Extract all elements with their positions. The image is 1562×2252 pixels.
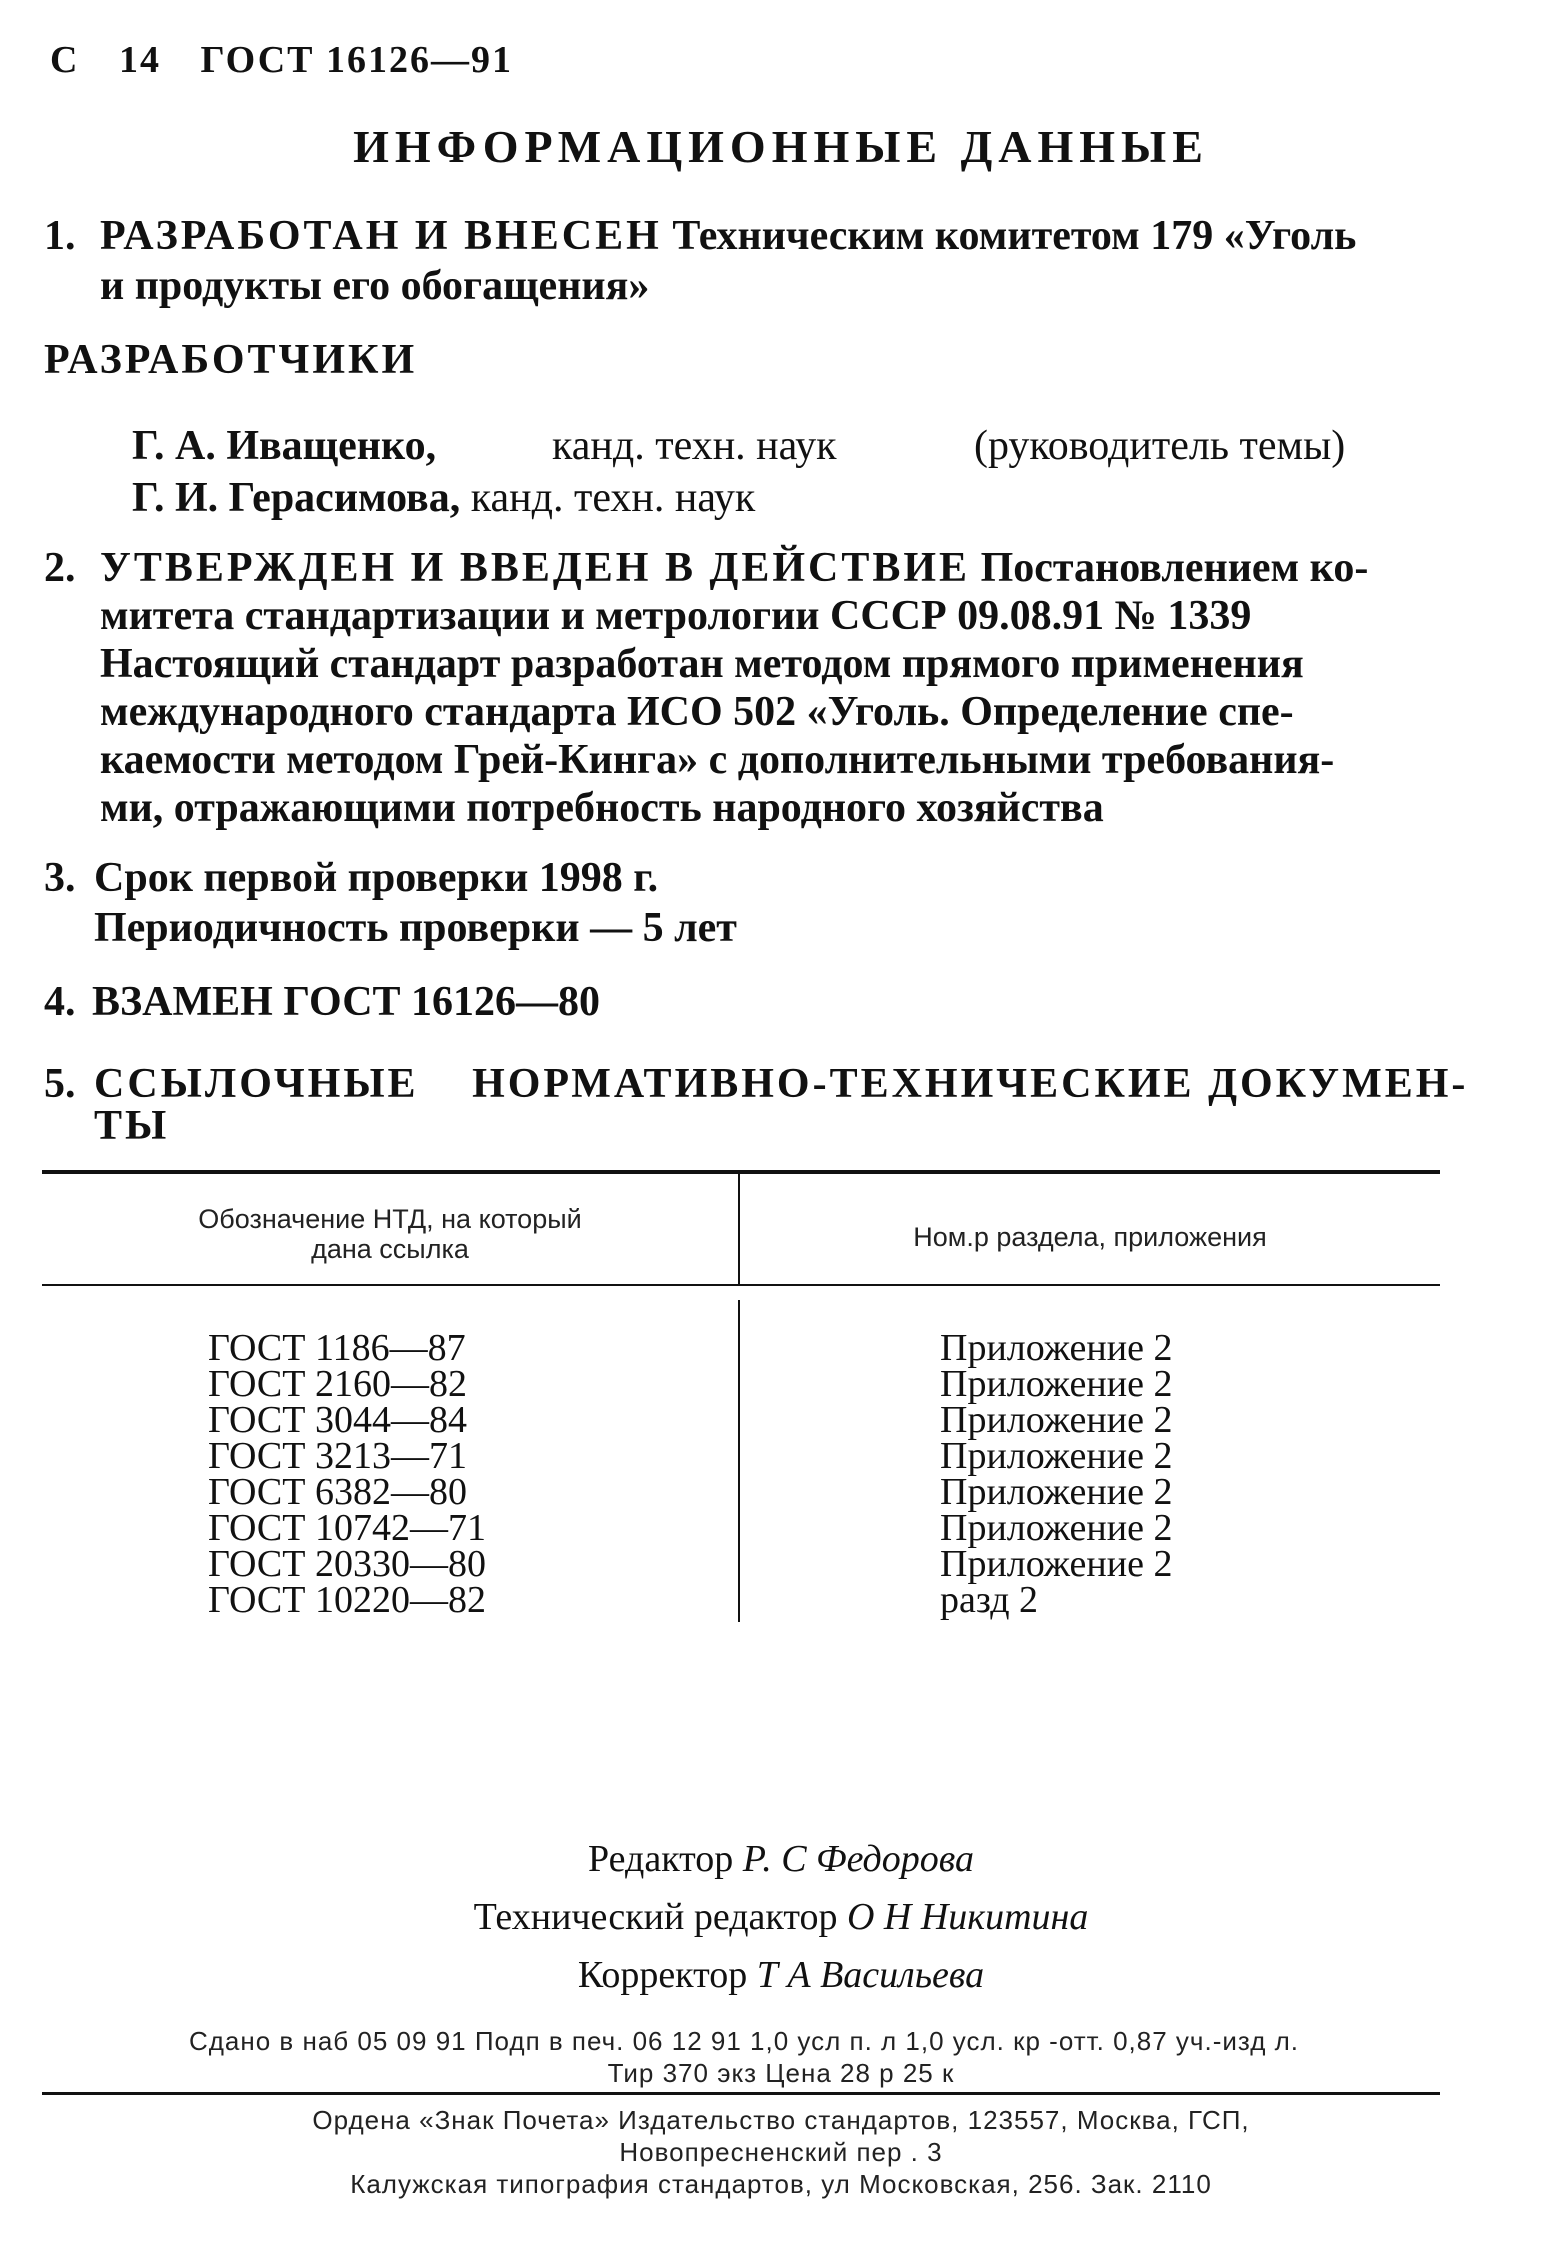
credit-label: Технический редактор [473,1896,838,1938]
section-2-text-2: митета стандартизации и метрологии СССР 09.08.91 № 1339 [100,593,1252,639]
page-title: ИНФОРМАЦИОННЫЕ ДАННЫЕ [353,121,1209,172]
section-2-text-6: ми, отражающими потребность народного хозяйства [100,785,1104,831]
section-1-text-2: и продукты его обогащения» [100,263,650,309]
table-top-rule [42,1170,1440,1174]
developer-row [132,420,1432,472]
publisher-line-2: Новопресненский пер . 3 [619,2137,943,2167]
page-number: 14 [118,39,161,81]
table-cell-doc: ГОСТ 6382—80 [208,1471,467,1513]
section-1-line-1 [100,212,1444,260]
standard-id: ГОСТ 16126—91 [200,39,513,81]
developers-list [132,420,1432,524]
table-body-divider [738,1300,740,1622]
section-5-line-1 [94,1060,1474,1108]
section-1-heading: РАЗРАБОТАН И ВНЕСЕН [100,213,662,259]
credit-editor [0,1830,1562,1888]
table-cell-doc: ГОСТ 1186—87 [208,1327,466,1369]
table-cell-doc: ГОСТ 10742—71 [208,1507,486,1549]
section-2-text-5: каемости методом Грей-Кинга» с дополнительными требования- [100,737,1335,783]
table-cell-ref: Приложение 2 [940,1363,1173,1405]
table-cell-doc: ГОСТ 3044—84 [208,1399,467,1441]
section-number: 4. [44,979,76,1025]
section-2-text-4: международного стандарта ИСО 502 «Уголь. Определение спе- [100,689,1294,735]
credit-name: О Н Никитина [846,1896,1089,1938]
credit-corrector [0,1946,1562,2004]
imprint-rule [42,2092,1440,2095]
section-5-text-2: ТЫ [94,1103,170,1149]
developer-degree: канд. техн. наук [470,475,756,521]
table-cell-ref: Приложение 2 [940,1435,1173,1477]
section-number: 5. [44,1061,76,1107]
table-header-rule [42,1284,1440,1286]
table-cell-ref: Приложение 2 [940,1399,1173,1441]
developers-heading: РАЗРАБОТЧИКИ [44,337,418,383]
section-4 [44,978,600,1026]
section-3-text-1: Срок первой проверки 1998 г. [94,855,659,901]
table-cell-doc: ГОСТ 10220—82 [208,1579,486,1621]
header-letter: С [50,39,80,81]
section-4-text: ВЗАМЕН ГОСТ 16126—80 [92,979,601,1025]
credit-label: Редактор [588,1838,734,1880]
imprint-line-2: Тир 370 экз Цена 28 р 25 к [607,2058,955,2088]
table-doc-column [208,1327,608,1621]
table-cell-ref: Приложение 2 [940,1327,1173,1369]
imprint-line-1: Сдано в наб 05 09 91 Подп в печ. 06 12 91 1,0 усл п. л 1,0 усл. кр -отт. 0,87 уч.-изд л. [188,2026,1300,2056]
credit-name: Р. С Федорова [742,1838,974,1880]
table-cell-doc: ГОСТ 20330—80 [208,1543,486,1585]
developer-degree: канд. техн. наук [552,423,837,469]
credit-label: Корректор [577,1954,748,1996]
table-cell-ref: Приложение 2 [940,1543,1173,1585]
table-header-left-line-1: Обозначение НТД, на который [198,1204,582,1234]
table-cell-doc: ГОСТ 2160—82 [208,1363,467,1405]
section-number: 2. [44,545,76,591]
table-cell-ref: Приложение 2 [940,1471,1173,1513]
table-ref-column [940,1327,1340,1621]
publisher-line-1: Ордена «Знак Почета» Издательство стандартов, 123557, Москва, ГСП, [312,2105,1250,2135]
table-cell-ref: разд 2 [940,1579,1039,1621]
section-2-text-3: Настоящий стандарт разработан методом прямого применения [100,641,1304,687]
section-2-text-1: Постановлением ко- [980,545,1369,591]
developer-name: Г. И. Герасимова, [132,475,461,521]
table-cell-ref: Приложение 2 [940,1507,1173,1549]
section-number: 1. [44,213,76,259]
section-2-line-1 [100,544,1444,592]
section-3-text-2: Периодичность проверки — 5 лет [94,905,737,951]
section-2-heading: УТВЕРЖДЕН И ВВЕДЕН В ДЕЙСТВИЕ [100,545,971,591]
table-cell-doc: ГОСТ 3213—71 [208,1435,467,1477]
developer-name: Г. А. Иващенко, [132,423,437,469]
publisher-line-3: Калужская типография стандартов, ул Московская, 256. Зак. 2110 [350,2169,1212,2199]
publisher-block [0,2104,1562,2200]
table-header-right: Ном.р раздела, приложения [913,1222,1267,1252]
developer-row [132,472,1432,524]
running-header [50,38,541,82]
section-5-text-1b: НОРМАТИВНО-ТЕХНИЧЕСКИЕ ДОКУМЕН- [472,1061,1469,1107]
credits [0,1830,1562,2004]
table-header-left-line-2: дана ссылка [311,1234,469,1264]
credit-name: Т А Васильева [756,1954,985,1996]
section-number: 3. [44,855,76,901]
section-5-text-1a: ССЫЛОЧНЫЕ [94,1061,419,1107]
section-1-text-1: Техническим комитетом 179 «Уголь [672,213,1357,259]
credit-tech-editor [0,1888,1562,1946]
developer-role: (руководитель темы) [974,423,1346,469]
table-header-left [42,1204,738,1264]
